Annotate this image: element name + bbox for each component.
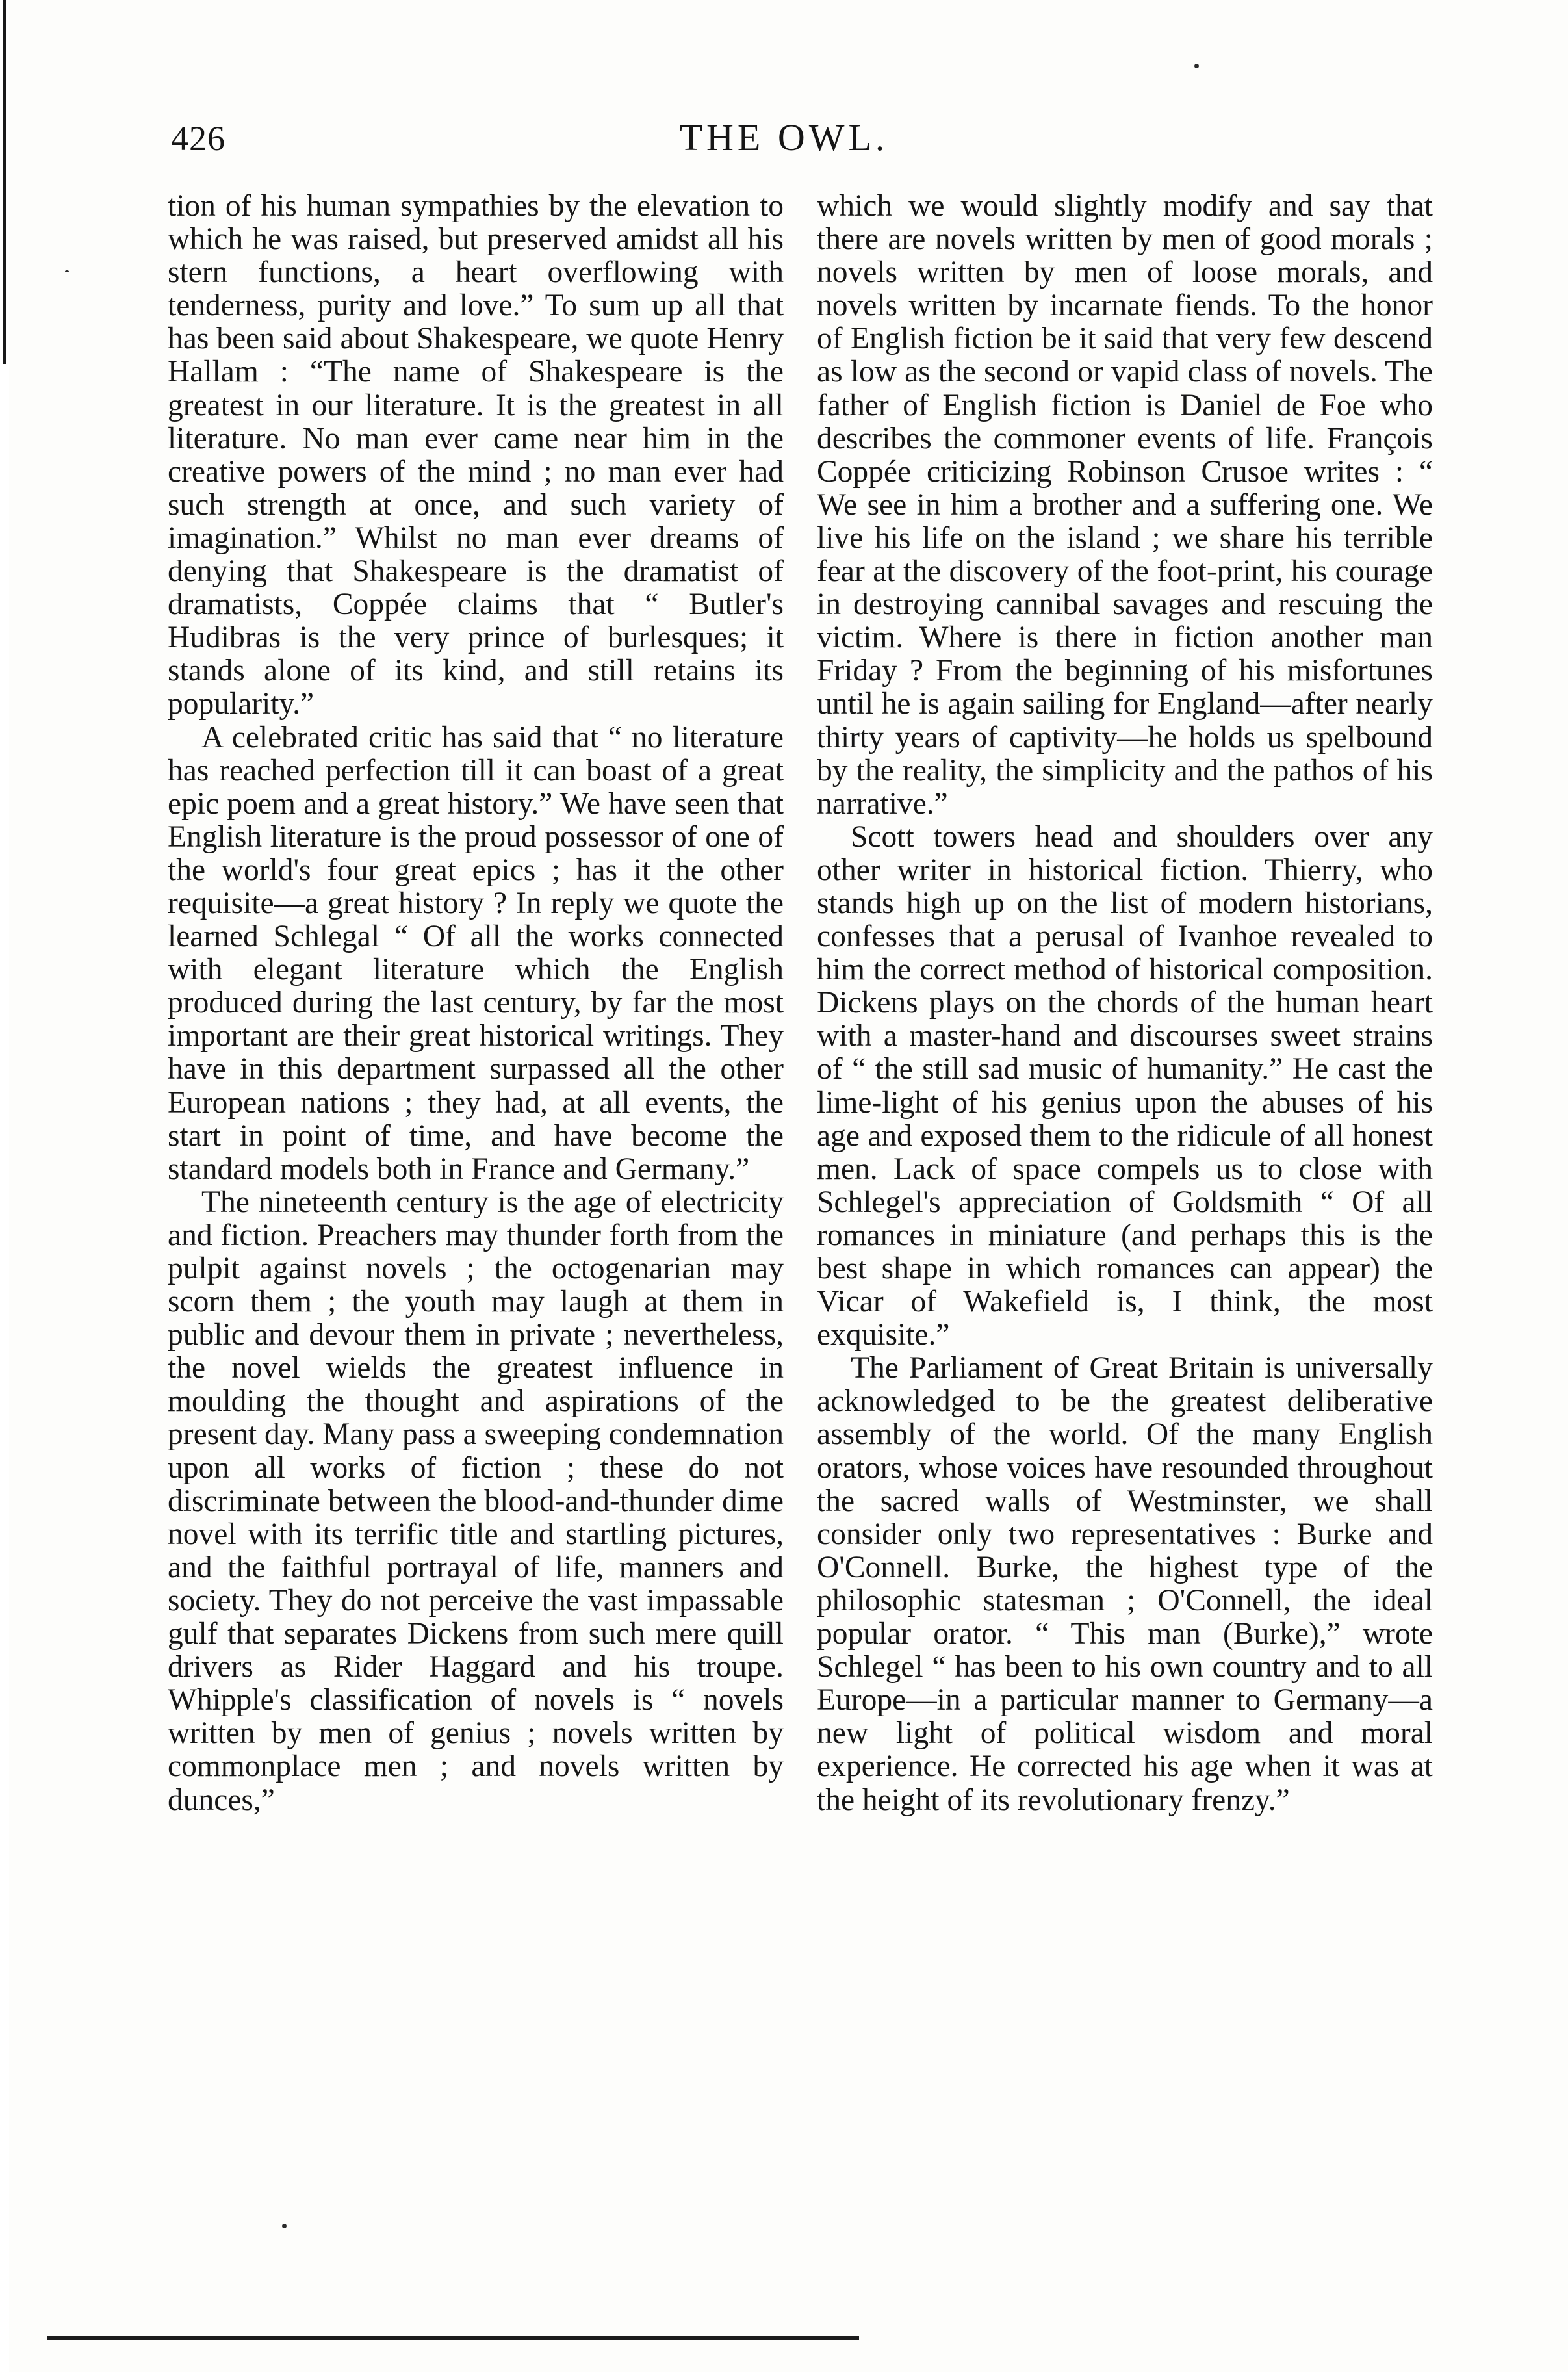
ink-speck	[1194, 64, 1199, 68]
paragraph: The Parliament of Great Britain is universally acknowledged to be the greatest deliberative assembly of the world. Of the many English orators, whose voices have resounded throughout the sacred walls of Westminster, we shall consider only two representatives : Burke and O'Connell. Burke, the highest type of the philosophic statesman ; O'Connell, the ideal popular orator. “ This man (Burke),” wrote Schlegel “ has been to his own country and to all Europe—in a particular manner to Germany—a new light of political wisdom and moral experience. He corrected his age when it was at the height of its revolutionary frenzy.”	[817, 1351, 1433, 1817]
binding-shadow	[3, 0, 6, 364]
paragraph: A celebrated critic has said that “ no literature has reached perfection till it can boast of a great epic poem and a great history.” We have seen that English literature is the proud possessor of one of the world's four great epics ; has it the other requisite—a great history ? In reply we quote the learned Schlegal “ Of all the works connected with elegant literature which the English produced during the last century, by far the most important are their great historical writings. They have in this department surpassed all the other European nations ; they had, at all events, the start in point of time, and have become the standard models both in France and Germany.”	[168, 720, 784, 1186]
page-number: 426	[171, 119, 225, 158]
ink-speck	[282, 2224, 287, 2228]
page-left-edge	[0, 0, 9, 2372]
running-title: THE OWL.	[679, 116, 889, 159]
paragraph: which we would slightly modify and say that there are novels written by men of good morals ; novels written by men of loose morals, and novels written by incarnate fiends. To the honor of English fiction be it said that very few descend as low as the second or vapid class of novels. The father of English fiction is Daniel de Foe who describes the commoner events of life. François Coppée criticizing Robinson Crusoe writes : “ We see in him a brother and a suffering one. We live his life on the island ; we share his terrible fear at the discovery of the foot-print, his courage in destroying cannibal savages and rescuing the victim. Where is there in fiction another man Friday ? From the beginning of his misfortunes until he is again sailing for England—after nearly thirty years of captivity—he holds us spelbound by the reality, the simplicity and the pathos of his narrative.”	[817, 189, 1433, 821]
bottom-rule	[47, 2336, 859, 2340]
paragraph: tion of his human sympathies by the elevation to which he was raised, but preserved amidst all his stern functions, a heart overflowing with tenderness, purity and love.” To sum up all that has been said about Shakespeare, we quote Henry Hallam : “The name of Shakespeare is the greatest in our literature. It is the greatest in all literature. No man ever came near him in the creative powers of the mind ; no man ever had such strength at once, and such variety of imagination.” Whilst no man ever dreams of denying that Shakespeare is the dramatist of dramatists, Coppée claims that “ Butler's Hudibras is the very prince of burlesques; it stands alone of its kind, and still retains its popularity.”	[168, 189, 784, 721]
paragraph: Scott towers head and shoulders over any other writer in historical fiction. Thierry, who stands high up on the list of modern historians, confesses that a perusal of Ivanhoe revealed to him the correct method of historical composition. Dickens plays on the chords of the human heart with a master-hand and discourses sweet strains of “ the still sad music of humanity.” He cast the lime-light of his genius upon the abuses of his age and exposed them to the ridicule of all honest men. Lack of space compels us to close with Schlegel's appreciation of Goldsmith “ Of all romances in miniature (and perhaps this is the best shape in which romances can appear) the Vicar of Wakefield is, I think, the most exquisite.”	[817, 819, 1433, 1352]
right-column	[817, 190, 1433, 1817]
left-column	[168, 190, 784, 1817]
ink-speck	[65, 270, 69, 272]
paragraph: The nineteenth century is the age of electricity and fiction. Preachers may thunder forth from the pulpit against novels ; the octogenarian may scorn them ; the youth may laugh at them in public and devour them in private ; nevertheless, the novel wields the greatest influence in moulding the thought and aspirations of the present day. Many pass a sweeping condemnation upon all works of fiction ; these do not discriminate between the blood-and-thunder dime novel with its terrific title and startling pictures, and the faithful portrayal of life, manners and society. They do not perceive the vast impassable gulf that separates Dickens from such mere quill drivers as Rider Haggard and his troupe. Whipple's classification of novels is “ novels written by men of genius ; novels written by commonplace men ; and novels written by dunces,”	[168, 1185, 784, 1817]
